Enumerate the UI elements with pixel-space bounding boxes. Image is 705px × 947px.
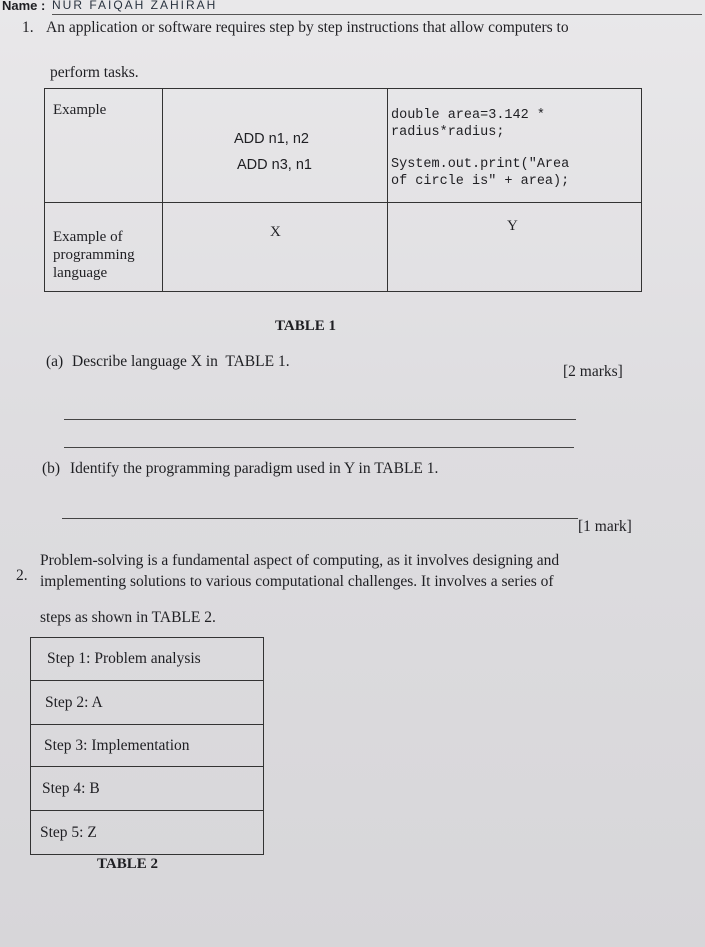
step-4-text: Step 4: B	[42, 779, 100, 797]
step-1-text: Step 1: Problem analysis	[47, 650, 201, 667]
step-5-text: Step 5: Z	[40, 823, 97, 841]
step-row	[31, 767, 264, 811]
step-3-text: Step 3: Implementation	[44, 736, 190, 754]
y-code-line-3: System.out.print("Area	[391, 157, 570, 172]
table1-x-code-cell	[163, 89, 388, 203]
step-2-text: Step 2: A	[45, 693, 103, 711]
step-row	[31, 811, 264, 855]
row2-label-line-3: language	[53, 265, 108, 281]
answer-line-a1	[64, 419, 576, 420]
x-code-line-2: ADD n3, n1	[237, 157, 312, 173]
question-1-intro-line1: An application or software requires step by step instructions that allow computers to	[46, 19, 569, 36]
y-code-line-4: of circle is" + area);	[391, 174, 570, 189]
question-2-line-3: steps as shown in TABLE 2.	[40, 609, 216, 626]
question-1-intro-line2: perform tasks.	[50, 64, 139, 81]
step-row	[31, 725, 264, 767]
row2-label-line-2: programming	[53, 247, 135, 263]
part-b-marks: [1 mark]	[578, 518, 632, 535]
row2-label-line-1: Example of	[53, 229, 123, 245]
question-1-number: 1.	[22, 19, 34, 36]
table-1	[44, 88, 642, 292]
table1-x-label-cell	[163, 203, 388, 292]
question-2-line-2: implementing solutions to various computational challenges. It involves a series of	[40, 573, 554, 590]
y-label: Y	[507, 218, 518, 234]
name-label: Name :	[2, 0, 46, 13]
step-row	[31, 681, 264, 725]
part-b-text: Identify the programming paradigm used in Y in TABLE 1.	[70, 460, 439, 477]
x-label: X	[270, 224, 281, 240]
part-b-label: (b)	[42, 460, 61, 477]
question-2-line-1: Problem-solving is a fundamental aspect of computing, as it involves designing and	[40, 552, 560, 569]
answer-line-b1	[62, 518, 578, 519]
answer-line-a2	[64, 447, 574, 448]
part-a-marks: [2 marks]	[563, 363, 623, 380]
y-code-line-2: radius*radius;	[391, 125, 505, 140]
table1-row1-label-cell	[45, 89, 163, 203]
part-a-text: Describe language X in TABLE 1.	[72, 353, 290, 370]
table-2	[30, 637, 264, 855]
x-code-line-1: ADD n1, n2	[234, 131, 309, 147]
table1-example-label: Example	[53, 102, 107, 118]
name-underline	[52, 14, 702, 15]
part-a-label: (a)	[46, 353, 64, 370]
y-code-line-1: double area=3.142 *	[391, 108, 545, 123]
step-row	[31, 638, 264, 681]
question-2-number: 2.	[16, 567, 28, 584]
name-value: NUR FAIQAH ZAHIRAH	[52, 0, 218, 12]
table1-row2-label-cell	[45, 203, 163, 292]
table1-y-code-cell	[388, 89, 642, 203]
table-1-caption: TABLE 1	[275, 318, 336, 334]
table1-y-label-cell	[388, 203, 642, 292]
table-2-caption: TABLE 2	[97, 856, 158, 872]
